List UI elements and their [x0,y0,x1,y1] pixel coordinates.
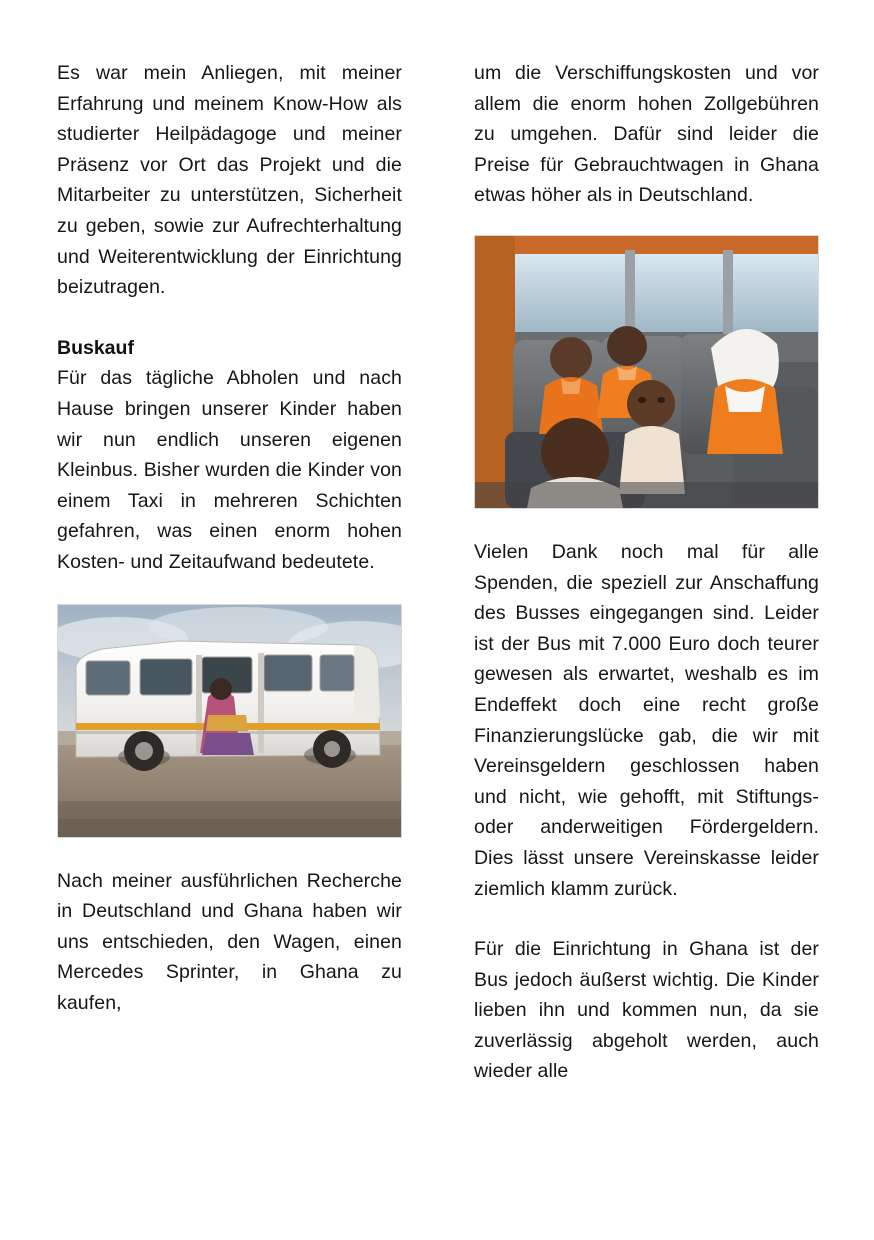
paragraph-intro: Es war mein Anliegen, mit meiner Erfahrung und meinem Know-How als studierter Heilpädagoge und meiner Präsenz vor Ort das Projekt und die Mitarbeiter zu unterstützen, Sicherheit zu geben, sowie zur Aufrechterhaltung und Weiterentwicklung der Einrichtung beizutragen. [57,62,402,299]
paragraph-einrichtung: Für die Einrichtung in Ghana ist der Bus jedoch äußerst wichtig. Die Kinder lieben ihn und kommen nun, da sie zuverlässig abgeholt werden, auch wieder alle [474,938,819,1083]
paragraph-buskauf: Für das tägliche Abholen und nach Hause bringen unserer Kinder haben wir nun endlich unseren eigenen Kleinbus. Bisher wurden die Kinder von einem Taxi in mehreren Schichten gefahren, was einen enorm hohen Kosten- und Zeitaufwand bedeutete. [57,367,402,573]
photo-children-in-bus [474,235,819,509]
section-heading-buskauf: Buskauf [57,336,134,359]
figure-spacer [57,838,402,866]
minibus-photo-illustration [58,605,401,837]
right-column [474,58,819,1087]
figure-spacer-right [474,509,819,537]
photo-minibus [57,604,402,838]
paragraph-zoll: um die Verschiffungskosten und vor allem die enorm hohen Zollgebühren zu umgehen. Dafür sind leider die Preise für Gebrauchtwagen in Ghana etwas höher als in Deutschland. [474,62,819,207]
two-column-layout [57,58,817,1087]
left-column [57,58,402,1018]
section-spacer [57,303,402,333]
child-4 [707,329,783,454]
paragraph-recherche: Nach meiner ausführlichen Recherche in Deutschland und Ghana haben wir uns entschieden, den Wagen, einen Mercedes Sprinter, in Ghana zu kaufen, [57,869,402,1014]
children-photo-illustration [475,236,818,508]
paragraph-spenden: Vielen Dank noch mal für alle Spenden, die speziell zur Anschaffung des Busses eingegangen sind. Leider ist der Bus mit 7.000 Euro doch teurer gewesen als erwartet, weshalb es im Endeffekt doch eine recht große Finanzierungslücke gab, die wir mit Vereinsgeldern geschlossen haben und nicht, wie gehofft, mit Stiftungs- oder anderweitigen Fördergeldern. Dies lässt unsere Vereinskasse leider ziemlich klamm zurück. [474,540,819,900]
